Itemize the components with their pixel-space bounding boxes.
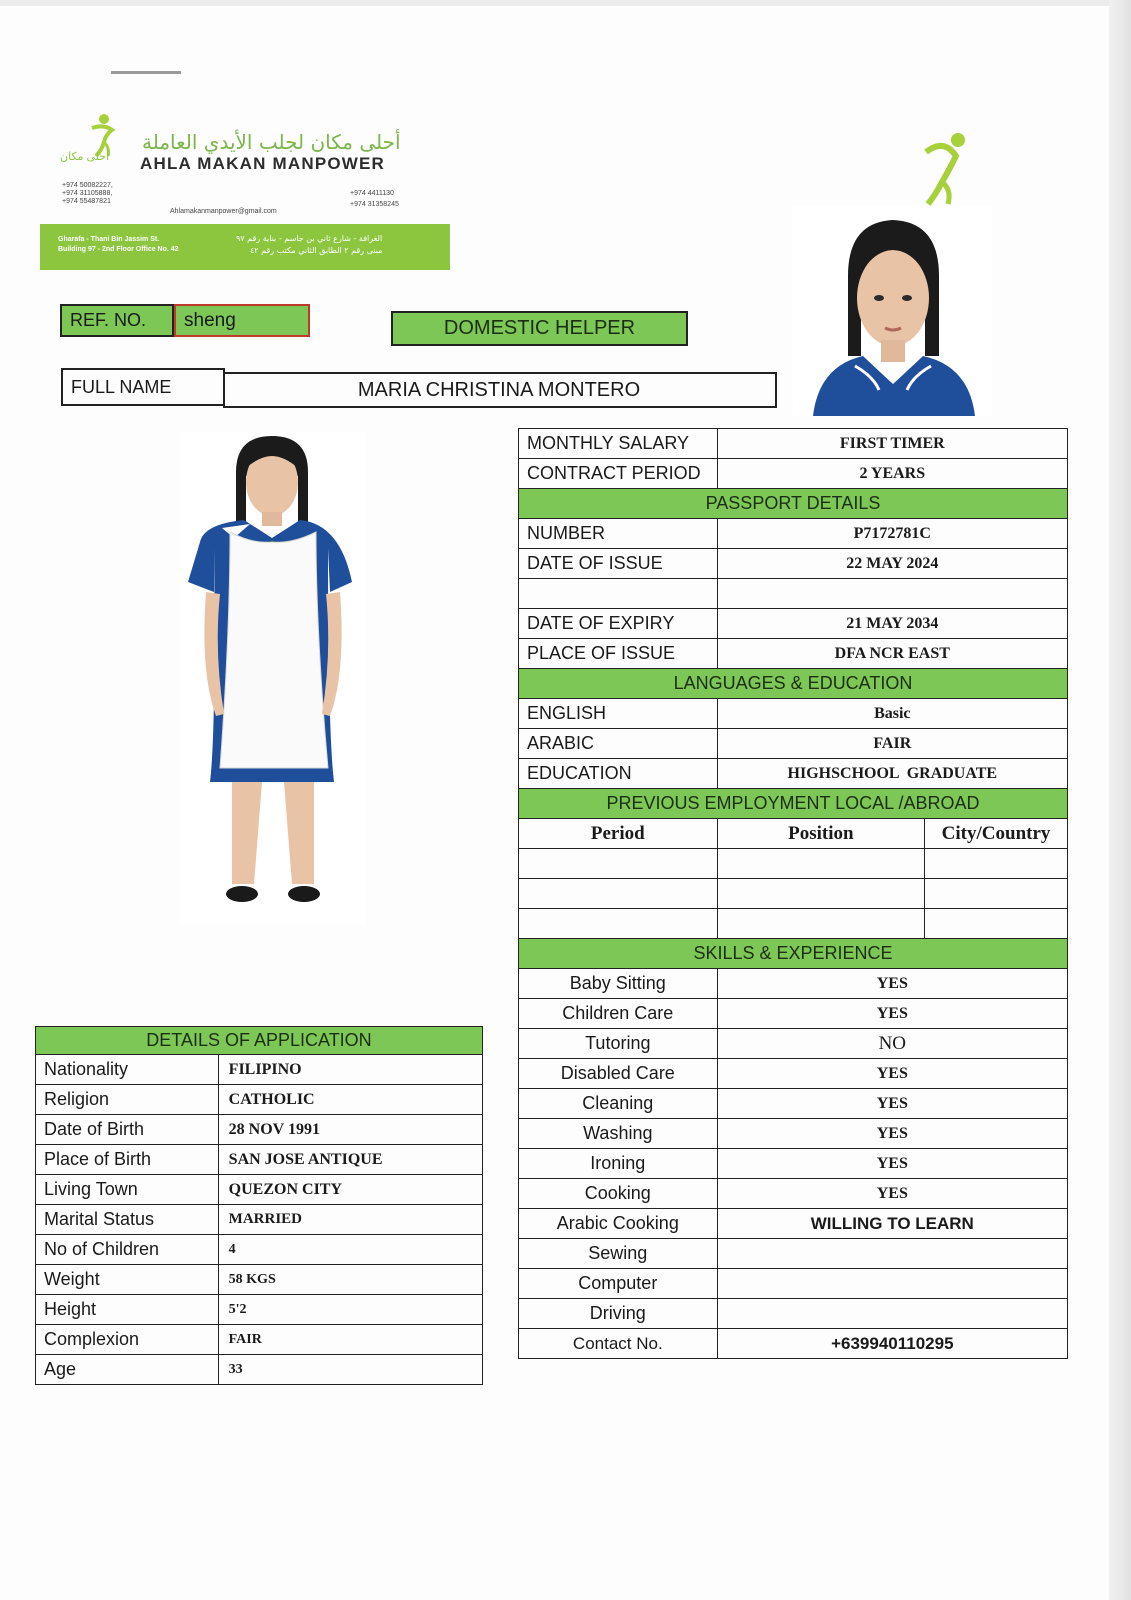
full-body-illustration — [180, 432, 366, 924]
skill-value: YES — [717, 969, 1067, 999]
app-value: 5'2 — [218, 1295, 482, 1325]
app-label: Date of Birth — [36, 1115, 219, 1145]
skill-label: Children Care — [519, 999, 718, 1029]
skill-label: Arabic Cooking — [519, 1209, 718, 1239]
scan-top-edge — [0, 0, 1131, 6]
city-country-header: City/Country — [925, 819, 1068, 849]
skill-label: Tutoring — [519, 1029, 718, 1059]
right-details-table — [518, 428, 1068, 1359]
skill-label: Washing — [519, 1119, 718, 1149]
date-of-issue-value: 22 MAY 2024 — [717, 549, 1067, 579]
section-header-row — [519, 789, 1068, 819]
skill-value — [717, 1269, 1067, 1299]
skill-value: YES — [717, 1149, 1067, 1179]
table-row — [519, 519, 1068, 549]
table-row — [36, 1265, 483, 1295]
skills-section-title: SKILLS & EXPERIENCE — [519, 939, 1068, 969]
period-header: Period — [519, 819, 718, 849]
table-row — [519, 579, 1068, 609]
app-label: Religion — [36, 1085, 219, 1115]
skill-label: Baby Sitting — [519, 969, 718, 999]
table-row — [519, 1239, 1068, 1269]
empty-cell — [717, 879, 924, 909]
app-value: MARRIED — [218, 1205, 482, 1235]
skill-value: YES — [717, 1179, 1067, 1209]
table-row — [36, 1205, 483, 1235]
table-row — [36, 1085, 483, 1115]
contact-value: +639940110295 — [717, 1329, 1067, 1359]
date-of-expiry-value: 21 MAY 2034 — [717, 609, 1067, 639]
table-row — [519, 1029, 1068, 1059]
section-header-row — [519, 939, 1068, 969]
small-arabic-brand: أحلى مكان — [60, 151, 110, 163]
app-label: Marital Status — [36, 1205, 219, 1235]
app-label: Nationality — [36, 1055, 219, 1085]
contract-period-value: 2 YEARS — [717, 459, 1067, 489]
table-row — [36, 1145, 483, 1175]
skill-value: YES — [717, 1119, 1067, 1149]
app-label: Age — [36, 1355, 219, 1385]
employment-section-title: PREVIOUS EMPLOYMENT LOCAL /ABROAD — [519, 789, 1068, 819]
full-body-photo — [180, 432, 366, 924]
skill-label: Sewing — [519, 1239, 718, 1269]
blank-label — [519, 579, 718, 609]
table-row — [519, 1299, 1068, 1329]
address-ar-1: الغرافة - شارع ثاني بن جاسم - بناية رقم ٩٧ — [236, 234, 383, 243]
full-name-value: MARIA CHRISTINA MONTERO — [357, 378, 641, 401]
english-label: ENGLISH — [519, 699, 718, 729]
application-details-table — [35, 1026, 483, 1385]
skill-label: Disabled Care — [519, 1059, 718, 1089]
table-row — [519, 879, 1068, 909]
headshot-illustration — [793, 206, 991, 416]
app-label: No of Children — [36, 1235, 219, 1265]
skill-value: YES — [717, 1059, 1067, 1089]
arabic-value: FAIR — [717, 729, 1067, 759]
phones-left — [62, 182, 113, 206]
company-name: AHLA MAKAN MANPOWER — [140, 154, 386, 173]
skill-label: Cleaning — [519, 1089, 718, 1119]
table-row — [36, 1235, 483, 1265]
table-row — [36, 1115, 483, 1145]
table-row — [519, 1089, 1068, 1119]
table-row — [519, 759, 1068, 789]
scan-right-edge — [1109, 0, 1131, 1600]
table-row — [36, 1055, 483, 1085]
passport-section-title: PASSPORT DETAILS — [519, 489, 1068, 519]
app-label: Height — [36, 1295, 219, 1325]
ref-no-value: sheng — [184, 309, 236, 331]
monthly-salary-value: FIRST TIMER — [717, 429, 1067, 459]
skill-value — [717, 1299, 1067, 1329]
phone-right-2: +974 31358245 — [350, 201, 399, 208]
application-section-title: DETAILS OF APPLICATION — [36, 1027, 483, 1055]
app-value: 33 — [218, 1355, 482, 1385]
date-of-expiry-label: DATE OF EXPIRY — [519, 609, 718, 639]
ref-no-value-box — [174, 304, 310, 337]
education-value: HIGHSCHOOL GRADUATE — [717, 759, 1067, 789]
position-title-box — [391, 311, 688, 346]
place-of-issue-value: DFA NCR EAST — [717, 639, 1067, 669]
table-row — [519, 1059, 1068, 1089]
staple-mark — [111, 71, 181, 74]
app-label: Place of Birth — [36, 1145, 219, 1175]
app-label: Weight — [36, 1265, 219, 1295]
empty-cell — [925, 909, 1068, 939]
app-value: FILIPINO — [218, 1055, 482, 1085]
table-row — [36, 1325, 483, 1355]
phone-left-1: +974 50082227, — [62, 182, 113, 189]
app-value: CATHOLIC — [218, 1085, 482, 1115]
table-row — [519, 999, 1068, 1029]
phone-left-2: +974 31105888, — [62, 190, 113, 197]
app-value: 4 — [218, 1235, 482, 1265]
passport-number-value: P7172781C — [717, 519, 1067, 549]
languages-section-title: LANGUAGES & EDUCATION — [519, 669, 1068, 699]
address-ar-2: مبنى رقم ٢ الطابق الثاني مكتب رقم ٤٢ — [250, 246, 383, 255]
table-row — [519, 459, 1068, 489]
table-row — [519, 729, 1068, 759]
full-name-label: FULL NAME — [71, 376, 172, 397]
table-row — [519, 1209, 1068, 1239]
blank-value — [717, 579, 1067, 609]
letterhead — [40, 108, 450, 270]
section-header-row — [36, 1027, 483, 1055]
table-row — [519, 699, 1068, 729]
skill-value: WILLING TO LEARN — [717, 1209, 1067, 1239]
table-row — [519, 1329, 1068, 1359]
contact-label: Contact No. — [519, 1329, 718, 1359]
passport-number-label: NUMBER — [519, 519, 718, 549]
phone-left-3: +974 55487821 — [62, 198, 111, 205]
table-row — [36, 1295, 483, 1325]
app-value: QUEZON CITY — [218, 1175, 482, 1205]
contract-period-label: CONTRACT PERIOD — [519, 459, 718, 489]
skill-value: NO — [717, 1029, 1067, 1059]
empty-cell — [717, 849, 924, 879]
table-row — [519, 429, 1068, 459]
company-arabic-name: أحلى مكان لجلب الأيدي العاملة — [142, 130, 401, 154]
address-banner — [40, 224, 450, 270]
empty-cell — [519, 849, 718, 879]
full-name-value-box — [223, 372, 777, 408]
address-en-2: Building 97 - 2nd Floor Office No. 42 — [58, 246, 179, 253]
company-email: Ahlamakanmanpower@gmail.com — [170, 208, 277, 215]
table-row — [519, 549, 1068, 579]
skill-value: YES — [717, 1089, 1067, 1119]
arabic-label: ARABIC — [519, 729, 718, 759]
date-of-issue-label: DATE OF ISSUE — [519, 549, 718, 579]
table-row — [36, 1355, 483, 1385]
position-title: DOMESTIC HELPER — [443, 317, 636, 339]
app-label: Complexion — [36, 1325, 219, 1355]
skill-value: YES — [717, 999, 1067, 1029]
table-header-row — [519, 819, 1068, 849]
skill-label: Driving — [519, 1299, 718, 1329]
table-row — [519, 609, 1068, 639]
position-header: Position — [717, 819, 924, 849]
skill-label: Cooking — [519, 1179, 718, 1209]
empty-cell — [925, 849, 1068, 879]
empty-cell — [519, 879, 718, 909]
table-row — [519, 849, 1068, 879]
english-value: Basic — [717, 699, 1067, 729]
table-row — [519, 1119, 1068, 1149]
table-row — [36, 1175, 483, 1205]
table-row — [519, 1149, 1068, 1179]
empty-cell — [717, 909, 924, 939]
headshot-photo — [793, 206, 991, 416]
table-row — [519, 639, 1068, 669]
skill-label: Computer — [519, 1269, 718, 1299]
app-label: Living Town — [36, 1175, 219, 1205]
address-en-1: Gharafa - Thani Bin Jassim St. — [58, 236, 160, 243]
table-row — [519, 969, 1068, 999]
section-header-row — [519, 489, 1068, 519]
app-value: 28 NOV 1991 — [218, 1115, 482, 1145]
table-row — [519, 909, 1068, 939]
full-name-label-box — [61, 368, 225, 406]
skill-label: Ironing — [519, 1149, 718, 1179]
monthly-salary-label: MONTHLY SALARY — [519, 429, 718, 459]
place-of-issue-label: PLACE OF ISSUE — [519, 639, 718, 669]
phones-right — [350, 188, 399, 210]
education-label: EDUCATION — [519, 759, 718, 789]
empty-cell — [925, 879, 1068, 909]
app-value: SAN JOSE ANTIQUE — [218, 1145, 482, 1175]
table-row — [519, 1179, 1068, 1209]
phone-right-1: +974 4411130 — [350, 190, 394, 197]
app-value: 58 KGS — [218, 1265, 482, 1295]
large-logo-icon — [918, 128, 970, 208]
ref-no-label-box — [60, 304, 174, 337]
section-header-row — [519, 669, 1068, 699]
skill-value — [717, 1239, 1067, 1269]
app-value: FAIR — [218, 1325, 482, 1355]
ref-no-label: REF. NO. — [70, 310, 147, 330]
empty-cell — [519, 909, 718, 939]
table-row — [519, 1269, 1068, 1299]
